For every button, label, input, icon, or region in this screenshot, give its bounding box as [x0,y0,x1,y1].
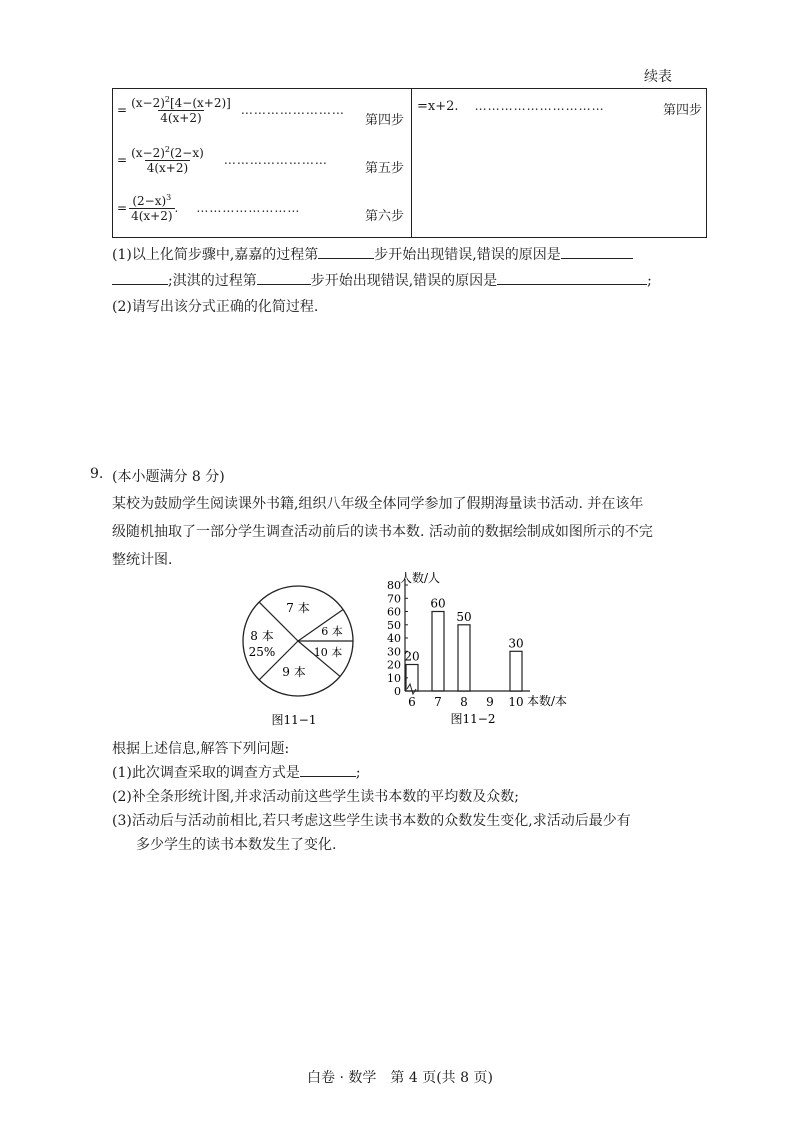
y-tick-label: 0 [394,685,401,698]
pie-label-8: 8 本 [250,629,274,643]
exponent: 2 [164,95,170,104]
answer-blank[interactable] [497,270,647,285]
q9-text: (1)此次调查采取的调查方式是 [112,765,300,781]
numerator-base: (x−2) [131,146,165,160]
left-row-2 [117,145,328,175]
q9-stem-line: 某校为鼓励学生阅读课外书籍,组织八年级全体同学参加了假期海量读书活动. 并在该年 [112,496,644,512]
q9-stem-line: 整统计图. [112,552,173,568]
y-tick-label: 60 [387,605,401,619]
period: . [174,201,179,215]
answer-blank[interactable] [257,270,311,285]
pie-caption: 图11−1 [271,713,317,727]
numerator-base: (x−2) [131,96,165,110]
y-tick-label: 10 [387,671,401,685]
y-tick-label: 40 [387,632,401,645]
y-tick-label: 20 [387,658,401,672]
q9-number: 9. [90,466,104,482]
bar-xlabel: 本数/本 [527,694,568,708]
q8-text: 步开始出现错误,错误的原因是 [310,273,498,289]
axis-break-mark [407,684,416,694]
leader-dots: …………………… [240,103,345,117]
q9-text: ; [355,765,361,781]
pie-label-8-percent: 25% [248,645,276,659]
continued-table [112,88,707,238]
x-tick-label: 10 [508,695,524,709]
answer-blank[interactable] [300,762,356,777]
eq-sign: = [117,201,128,215]
x-tick-label: 6 [408,695,416,709]
bar-ylabel: 人数/人 [400,571,441,585]
numerator-base: (2−x) [132,194,167,208]
step-label: 第五步 [364,161,404,176]
q8-text: (1)以上化简步骤中,嘉嘉的过程第 [112,247,319,263]
bar-value-label: 20 [404,649,420,664]
bar-value-label: 50 [456,609,472,624]
bar [432,612,444,692]
q8-text: 步开始出现错误,错误的原因是 [374,247,561,263]
eq-sign: = [117,103,128,117]
bar [510,651,522,691]
left-row-3 [117,193,300,223]
q9-part3-line2: 多少学生的读书本数发生了变化. [136,837,337,853]
exponent: 2 [164,145,170,154]
bar-value-label: 30 [508,636,524,651]
q9-stem-line: 级随机抽取了一部分学生调查活动前后的读书本数. 活动前的数据绘制成如图所示的不完 [112,524,653,540]
q8-part1-line2 [112,270,712,292]
q8-text: ;淇淇的过程第 [168,273,257,289]
pie-chart [236,578,366,728]
left-row-1 [117,95,407,125]
exponent: 3 [166,193,172,202]
right-expr [417,99,605,114]
page-footer: 白卷 · 数学 第 4 页(共 8 页) [307,1070,493,1086]
q9-part3-line1: (3)活动后与活动前相比,若只考虑这些学生读书本数的众数发生变化,求活动后最少有 [112,813,631,829]
step-label: 第四步 [662,103,702,118]
bar-caption: 图11−2 [450,712,496,726]
answer-blank[interactable] [112,270,168,285]
q9-score: (本小题满分 8 分) [112,469,225,485]
y-tick-label: 50 [387,618,401,632]
y-tick-label: 30 [387,645,401,659]
right-expression: =x+2. [417,99,459,114]
eq-sign: = [117,153,128,167]
fraction [129,193,174,223]
denominator: 4(x+2) [146,161,189,175]
q8-text: ; [647,273,652,289]
answer-blank[interactable] [318,244,374,259]
continued-label: 续表 [644,69,672,85]
pie-label-6: 6 本 [321,625,343,638]
leader-dots: ………………………… [474,99,605,113]
denominator: 4(x+2) [131,209,173,223]
denominator: 4(x+2) [160,111,202,125]
leader-dots: …………………… [223,153,328,167]
q8-part2: (2)请写出该分式正确的化简过程. [112,299,319,315]
bar-value-label: 60 [430,596,446,611]
pie-label-7: 7 本 [286,601,310,615]
step-label: 第六步 [364,209,404,224]
q9-part2: (2)补全条形统计图,并求活动前这些学生读书本数的平均数及众数; [112,789,519,805]
y-tick-label: 80 [387,579,401,592]
q9-stem [112,490,712,574]
pie-label-9: 9 本 [282,665,306,679]
q8-part1-line1 [112,244,712,266]
x-tick-label: 8 [460,695,468,709]
leader-dots: …………………… [196,201,301,215]
numerator-factor: [4−(x+2)] [169,96,231,110]
y-tick-label: 70 [387,592,401,606]
numerator-factor: (2−x) [169,146,204,160]
step-label: 第四步 [364,113,404,128]
fraction [129,95,233,125]
bar-chart [370,565,620,730]
x-tick-label: 9 [486,695,494,709]
x-tick-label: 7 [434,695,442,709]
fraction [129,145,206,175]
q9-part1 [112,762,361,784]
answer-blank[interactable] [561,244,633,259]
pie-label-10: 10 本 [313,646,343,659]
table-divider [411,89,412,237]
bar [458,625,470,691]
q9-intro: 根据上述信息,解答下列问题: [112,741,290,757]
